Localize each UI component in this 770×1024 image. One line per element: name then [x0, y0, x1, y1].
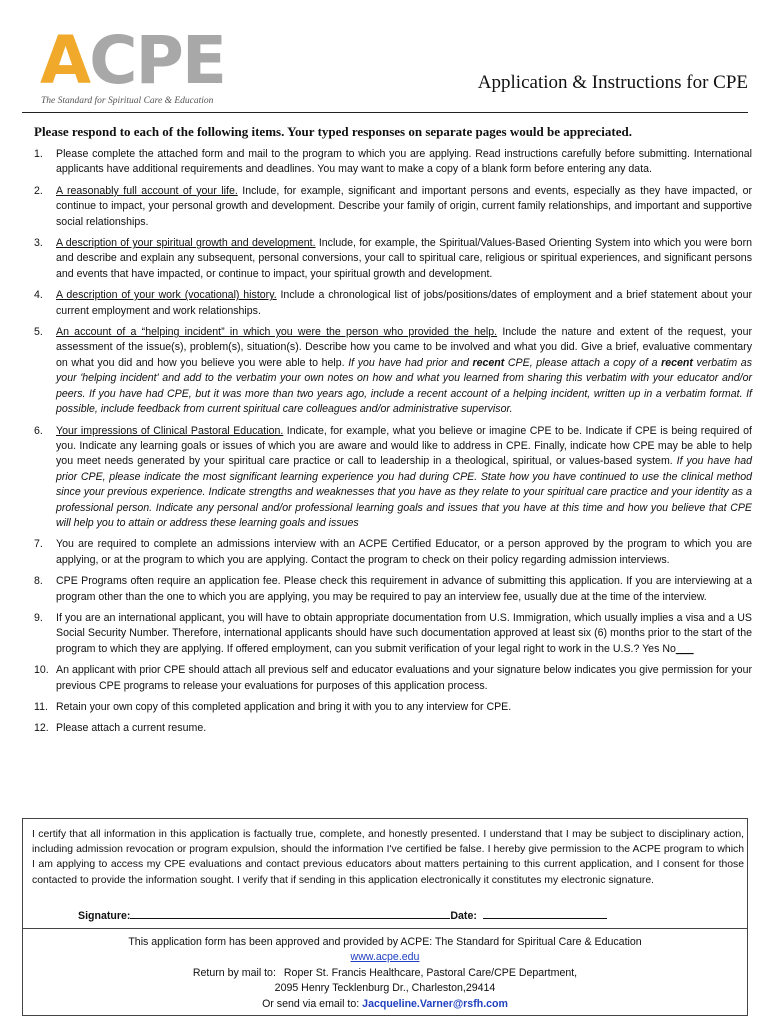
page-title: Application & Instructions for CPE	[477, 72, 748, 93]
list-item: 11. Retain your own copy of this completed application and bring it with you to any interview for CPE.	[34, 701, 512, 713]
acpe-logo	[40, 22, 240, 112]
title-divider	[22, 112, 748, 113]
footer	[22, 928, 748, 1012]
logo-wordmark: ACPE	[40, 22, 225, 99]
website-link[interactable]: www.acpe.edu	[350, 951, 420, 964]
list-item: 7. You are required to complete an admissions interview with an ACPE Certified Educator, or a person approved by the program to which you are applying, or at the program to which you are applying. Contact the program to check on their policy regarding admission interviews.	[34, 538, 752, 566]
yes-no-blank[interactable]: ___	[675, 642, 694, 655]
signature-field[interactable]	[130, 907, 450, 919]
approval-note: This application form has been approved and provided by ACPE: The Standard for Spiritual Care & Education	[128, 936, 642, 948]
mail-address: Return by mail to: Roper St. Francis Healthcare, Pastoral Care/CPE Department,	[192, 966, 578, 979]
list-item: 10. An applicant with prior CPE should attach all previous self and educator evaluations and your signature below indicates you give permission for your previous CPE programs to release your evaluations for purposes of this application process.	[34, 664, 752, 692]
list-item: 12. Please attach a current resume.	[34, 722, 207, 735]
mail-address-line2: 2095 Henry Tecklenburg Dr., Charleston,29414	[274, 982, 496, 995]
list-item: 4. A description of your work (vocational) history. Include a chronological list of jobs/positions/dates of employment and a brief statement about your current employment and work relationships.	[34, 289, 752, 317]
date-label: Date:	[450, 910, 477, 922]
list-item: 5. An account of a “helping incident” in which you were the person who provided the help. Include the nature and extent of the request, your assessment of the issue(s), problem(s), situation(s). Describe how you came to be involved and what you did. Give a brief, evaluative commentary on what you did and how you believe you were able to help. If you have had prior and recent CPE, please attach a copy of a recent verbatim as your 'helping incident' and add to the verbatim your own notes on how and what you learned from sharing this verbatim with your educator and/or peers. If you have had CPE, but it was more than two years ago, include a recent account of a helping incident, written up in a verbatim format. If possible, include feedback from current spiritual care colleagues and/or administrative supervisor.	[34, 326, 752, 416]
date-field[interactable]	[483, 907, 607, 919]
signature-row	[78, 907, 607, 922]
intro-instruction: Please respond to each of the following items. Your typed responses on separate pages would be appreciated.	[34, 124, 632, 139]
certification-statement: I certify that all information in this application is factually true, complete, and honestly presented. I understand that I may be subject to disciplinary action, including admission revocation or program expulsion, should the information I've certified be false. I hereby give permission to the ACPE program to which I am applying to access my CPE evaluations and contact previous educators about matters pertaining to this current application, and I consent for those contacted to provide the information sought. I verify that if sending in this application electronically it constitutes my electronic signature.	[22, 818, 748, 888]
list-item: 1. Please complete the attached form and mail to the program to which you are applying. Read instructions carefully before submitting. International applicants have additional requirements and deadlines. You may want to make a copy of a blank form before entering any data.	[34, 148, 752, 176]
email-row: Or send via email to: Jacqueline.Varner@rsfh.com	[262, 997, 508, 1010]
email-link[interactable]: Jacqueline.Varner@rsfh.com	[362, 997, 508, 1010]
logo-tagline: The Standard for Spiritual Care & Education	[41, 96, 214, 106]
signature-label: Signature:	[78, 910, 131, 922]
list-item: 3. A description of your spiritual growth and development. Include, for example, the Spiritual/Values-Based Orienting System into which you were born and describe and explain any subsequent, personal conversions, your call to spiritual care, religious or spiritual experiences, and significant persons and events that have impacted, or continue to impact, your spiritual growth and development.	[34, 237, 752, 280]
list-item: 2. A reasonably full account of your life. Include, for example, significant and important persons and events, especially as they have impacted, or continue to impact, your personal growth and development. Describe your family of origin, current family relationships, and important and supportive social relationships.	[34, 184, 752, 228]
list-item: 8. CPE Programs often require an application fee. Please check this requirement in advance of submitting this application. If you are interviewing at a program other than the one to which you are applying, you may be required to pay an interview fee, usually due at the time of the interview.	[34, 575, 752, 603]
list-item: 9. If you are an international applicant, you will have to obtain appropriate documentation from U.S. Immigration, which usually implies a visa and a US Social Security Number. Therefore, international applicants should have such documentation approved at least six (6) months prior to the start of the program to which they are applying. If offered employment, can you submit verification of your legal right to work in the U.S.? Yes No___	[34, 611, 752, 655]
instruction-list	[26, 147, 752, 743]
list-item: 6. Your impressions of Clinical Pastoral Education. Indicate, for example, what you believe or imagine CPE to be. Indicate if CPE is being required of you. Indicate any learning goals or issues of which you are aware and would like to address in CPE. Finally, indicate how CPE may be able to help you meet needs generated by your spiritual care practice or call to leadership in a theological, spiritual, or values-based system. If you have had prior CPE, please indicate the most significant learning experience you had during CPE. State how you have continued to use the clinical method since your previous experience. Indicate strengths and weaknesses that you have as they relate to your spiritual care practice and your identity as a professional person. Indicate any personal and/or professional learning goals and issues that you have at this time and how you believe that CPE will help you to attain or address these learning goals and issues	[34, 424, 752, 529]
